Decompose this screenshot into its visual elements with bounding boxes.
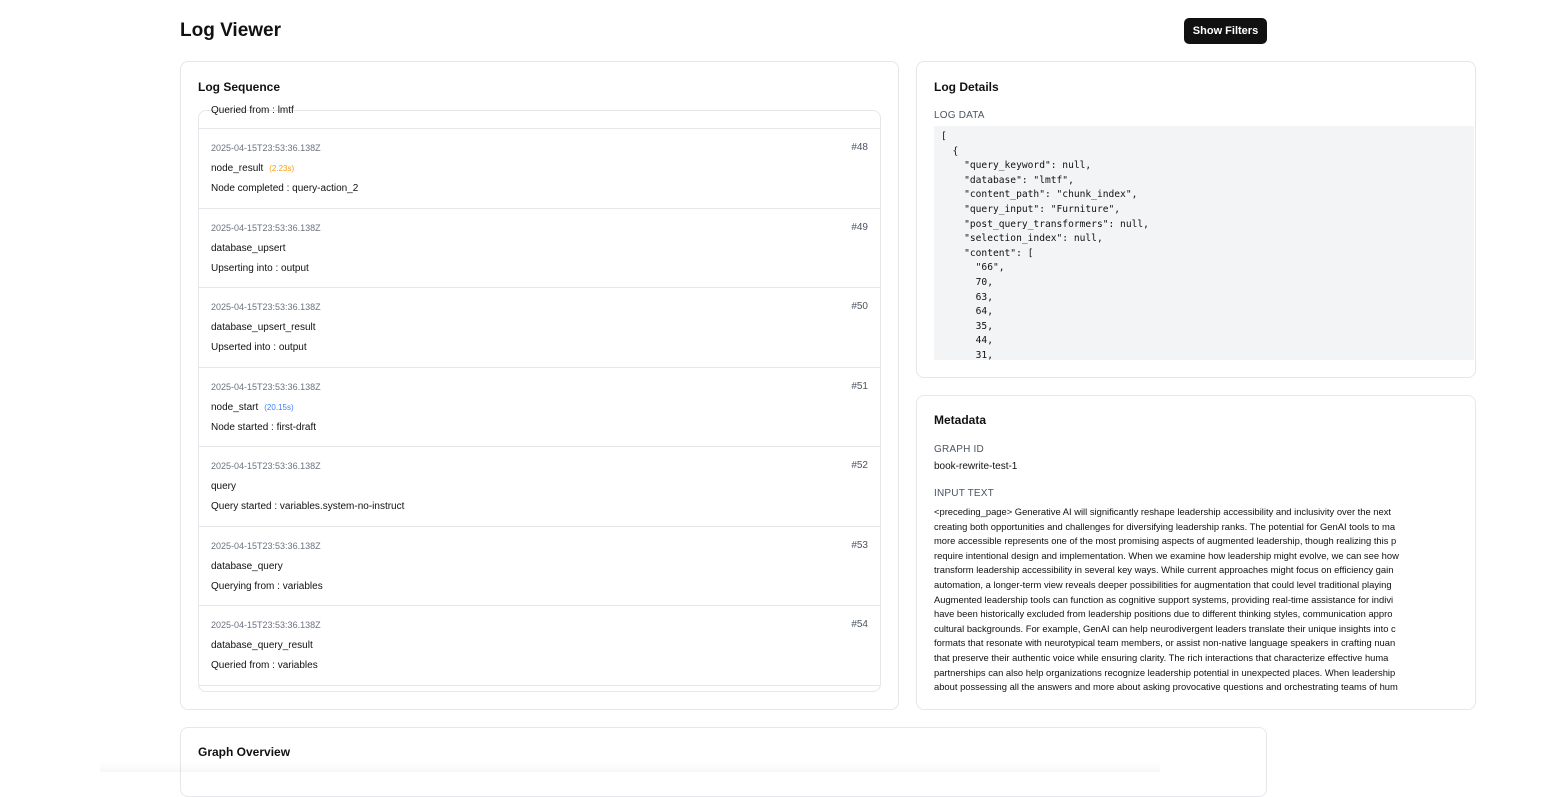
- input-text-line: transform leadership accessibility in several key ways. While current approaches might focus on efficiency gain: [934, 564, 1394, 576]
- log-data-line: "query_keyword": null,: [941, 160, 1092, 172]
- log-details-title: Log Details: [934, 80, 999, 94]
- log-data-line: "post_query_transformers": null,: [941, 218, 1149, 230]
- log-number: #49: [851, 221, 868, 233]
- log-entry[interactable]: [199, 527, 880, 607]
- log-entry[interactable]: [199, 368, 880, 448]
- log-data-line: "content_path": "chunk_index",: [941, 189, 1138, 201]
- log-entry[interactable]: [199, 288, 880, 368]
- log-type-row: [211, 640, 313, 651]
- log-type-row: [211, 163, 294, 174]
- metadata-card: [916, 395, 1476, 710]
- log-type: database_query: [211, 560, 283, 572]
- input-text-line: partnerships can also help organizations recognize leadership potential in unexpected places. When leadership: [934, 666, 1396, 678]
- log-data-json: [934, 126, 1474, 368]
- log-number: #48: [851, 142, 868, 153]
- log-details-card: [916, 61, 1476, 378]
- log-type: query: [211, 481, 237, 492]
- graph-id-label: GRAPH ID: [934, 444, 984, 455]
- input-text-value: [934, 505, 1554, 695]
- log-data-code-block[interactable]: [934, 126, 1474, 360]
- log-timestamp: 2025-04-15T23:53:36.138Z: [211, 381, 321, 392]
- log-timestamp: 2025-04-15T23:53:36.138Z: [211, 461, 321, 471]
- log-data-line: "database": "lmtf",: [941, 174, 1074, 186]
- log-data-line: 31,: [941, 349, 993, 361]
- log-timestamp: 2025-04-15T23:53:36.138Z: [211, 540, 321, 551]
- scroll-fade: [100, 762, 1160, 772]
- log-data-line: 64,: [941, 306, 993, 318]
- log-entry-partial[interactable]: [199, 105, 880, 129]
- input-text-line: creating both opportunities and challenges for diversifying leadership ranks. The potential for GenAI tools to ma: [934, 520, 1396, 532]
- log-message: Upserting into : output: [211, 262, 309, 274]
- log-type-row: [211, 402, 294, 413]
- log-duration: (2.23s): [269, 164, 295, 173]
- input-text-line: cultural backgrounds. For example, GenAI can help neurodivergent leaders translate their unique insights into c: [934, 622, 1396, 634]
- log-number: #54: [851, 619, 868, 630]
- log-data-line: "content": [: [941, 247, 1034, 259]
- log-message: Query started : variables.system-no-instruct: [211, 501, 405, 512]
- log-data-line: "66",: [941, 262, 1005, 274]
- log-number: #51: [851, 380, 868, 392]
- metadata-title: Metadata: [934, 413, 987, 427]
- log-data-line: 35,: [941, 320, 993, 332]
- log-data-label: LOG DATA: [934, 110, 985, 121]
- log-message: Node started : first-draft: [211, 421, 317, 433]
- log-data-line: {: [941, 145, 959, 157]
- input-text-line: that preserve their authentic voice while ensuring clarity. The rich interactions that characterize effective huma: [934, 651, 1389, 663]
- show-filters-button[interactable]: Show Filters: [1184, 18, 1267, 44]
- page-title: Log Viewer: [180, 20, 282, 41]
- log-entry[interactable]: [199, 447, 880, 527]
- log-message: Queried from : lmtf: [211, 105, 294, 116]
- log-type: node_start: [211, 401, 259, 413]
- log-sequence-title: Log Sequence: [198, 80, 281, 94]
- log-message: Node completed : query-action_2: [211, 183, 359, 194]
- input-text-line: more accessible represents one of the most promising aspects of augmented leadership, though realizing this p: [934, 535, 1397, 547]
- log-type-row: [211, 322, 316, 333]
- input-text-line: about possessing all the answers and more about asking provocative questions and orchestrating teams of hum: [934, 681, 1398, 693]
- input-text-line: automation, a longer-term view reveals deeper possibilities for augmentation that could level traditional playing: [934, 578, 1392, 590]
- input-text-line: require intentional design and implementation. When we examine how leadership might evolve, we can see how: [934, 549, 1399, 561]
- log-number: #52: [851, 460, 868, 471]
- log-sequence-list[interactable]: [198, 105, 881, 692]
- log-entry[interactable]: [199, 129, 880, 209]
- graph-id-value: book-rewrite-test-1: [934, 461, 1018, 472]
- input-text-label: INPUT TEXT: [934, 488, 994, 499]
- log-entry[interactable]: [199, 606, 880, 686]
- log-sequence-card: [180, 61, 899, 710]
- input-text-line: <preceding_page> Generative AI will significantly reshape leadership accessibility and inclusivity over the next: [934, 506, 1392, 517]
- log-type-row: [211, 481, 236, 492]
- log-type: node_result: [211, 163, 264, 174]
- log-data-line: 44,: [941, 335, 993, 347]
- log-timestamp: 2025-04-15T23:53:36.138Z: [211, 620, 321, 630]
- log-timestamp: 2025-04-15T23:53:36.138Z: [211, 302, 321, 312]
- log-message: Queried from : variables: [211, 660, 318, 671]
- log-type: database_upsert: [211, 242, 286, 254]
- log-data-line: "selection_index": null,: [941, 233, 1103, 245]
- log-duration: (20.15s): [264, 402, 294, 412]
- log-data-line: [: [941, 131, 947, 142]
- log-data-line: 70,: [941, 276, 993, 288]
- log-message: Querying from : variables: [211, 580, 323, 592]
- log-type: database_upsert_result: [211, 322, 316, 333]
- log-data-line: "query_input": "Furniture",: [941, 203, 1121, 215]
- log-type: database_query_result: [211, 640, 313, 651]
- input-text-line: formats that resonate with neurotypical team members, or assist non-native language speakers in crafting nuan: [934, 637, 1396, 649]
- log-type-row: [211, 561, 283, 572]
- log-timestamp: 2025-04-15T23:53:36.138Z: [211, 143, 321, 153]
- log-number: #50: [851, 301, 868, 312]
- log-number: #53: [851, 539, 868, 551]
- input-text-line: Augmented leadership tools can function as cognitive support systems, providing real-time assistance for indivi: [934, 593, 1394, 605]
- log-timestamp: 2025-04-15T23:53:36.138Z: [211, 222, 321, 233]
- log-type-row: [211, 243, 286, 254]
- input-text-line: have been historically excluded from leadership positions due to different thinking styles, communication appro: [934, 608, 1393, 620]
- graph-overview-title: Graph Overview: [198, 745, 291, 759]
- log-entry[interactable]: [199, 209, 880, 289]
- log-data-line: 63,: [941, 291, 993, 303]
- log-message: Upserted into : output: [211, 342, 307, 353]
